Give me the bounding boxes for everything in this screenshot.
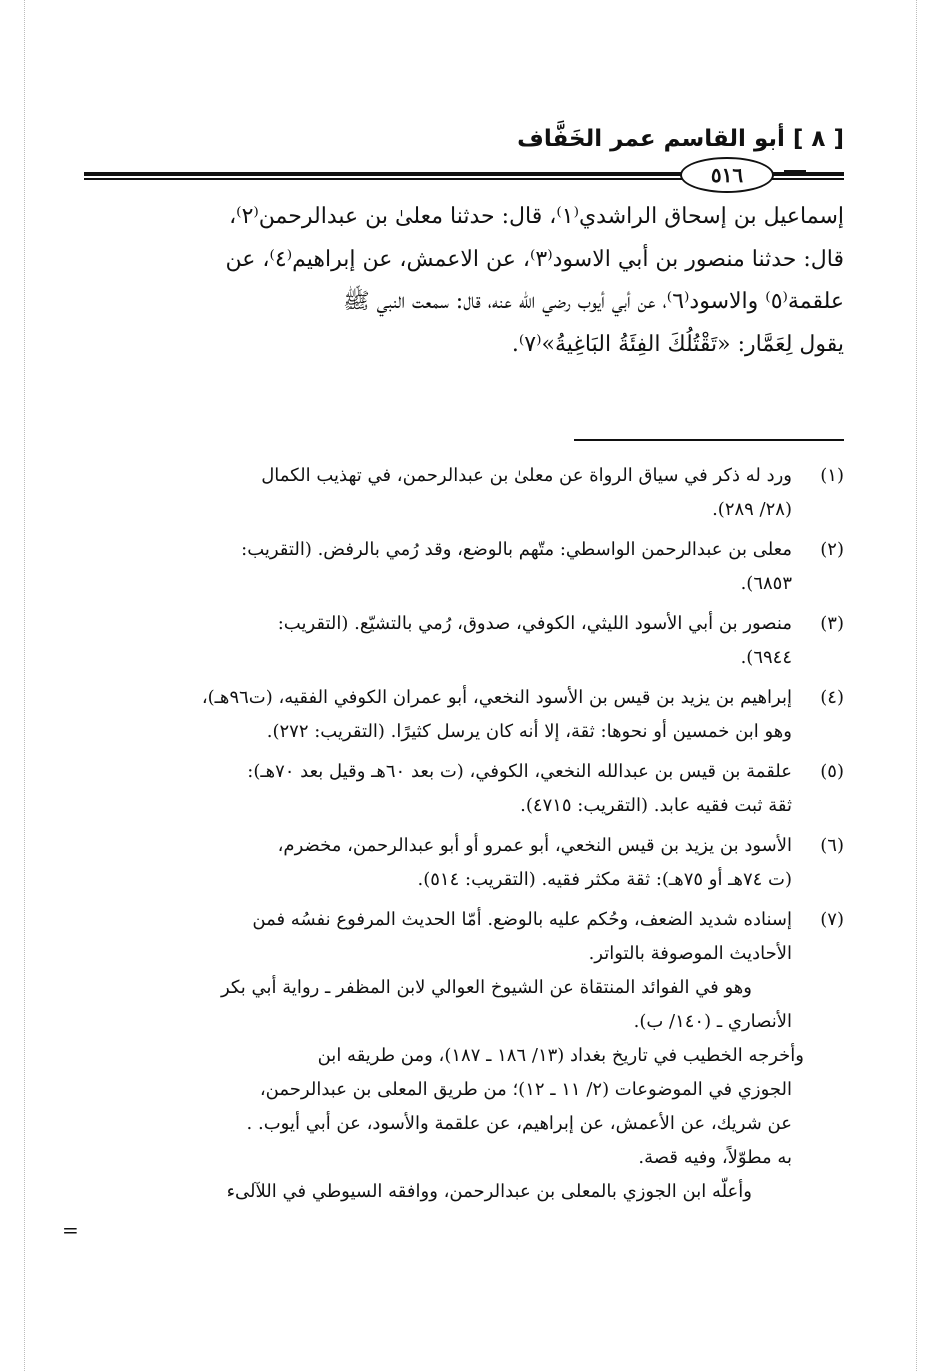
footnote-separator <box>574 439 844 441</box>
continuation-mark: = <box>62 1218 79 1242</box>
footnote-line: ورد له ذكر في سياق الرواة عن معلىٰ بن عبدالرحمن، في تهذيب الكمال <box>261 465 792 486</box>
running-header-title: [ ٨ ] أبو القاسم عمر الخَفَّاف <box>517 126 844 152</box>
footnote-6 <box>74 829 844 897</box>
footnote-paragraph-line: الأنصاري ـ (١٤٠/ ب). <box>633 1011 792 1032</box>
footnote-paragraph-line: عن شريك، عن الأعمش، عن إبراهيم، عن علقمة والأسود، عن أبي أيوب. . <box>246 1113 792 1134</box>
footnote-line: الأسود بن يزيد بن قيس النخعي، أبو عمرو أو أبو عبدالرحمن، مخضرم، <box>277 835 792 856</box>
footnote-number: (٤) <box>820 687 844 708</box>
footnote-paragraph-line: وأخرجه الخطيب في تاريخ بغداد (١٣/ ١٨٦ ـ ١٨٧)، ومن طريقه ابن <box>317 1045 804 1066</box>
footnote-paragraph-line: الجوزي في الموضوعات (٢/ ١١ ـ ١٢)؛ من طريق المعلى بن عبدالرحمن، <box>259 1079 792 1100</box>
footnote-number: (١) <box>820 465 844 486</box>
footnote-line: وهو ابن خمسين أو نحوها: ثقة، إلا أنه كان يرسل كثيرًا. (التقريب: ٢٧٢). <box>266 721 792 742</box>
header-ornament-dash <box>784 170 806 175</box>
main-text-line: قال: حدثنا منصور بن أبي الاسود⁽٣⁾، عن الاعمش، عن إبراهيم⁽٤⁾، عن <box>225 246 844 272</box>
main-text-line: إسماعيل بن إسحاق الراشدي⁽١⁾، قال: حدثنا معلىٰ بن عبدالرحمن⁽٢⁾، <box>229 204 844 229</box>
footnote-4 <box>74 681 844 749</box>
page-number <box>680 157 774 193</box>
footnote-line: ٦٩٤٤). <box>740 647 792 668</box>
main-text-line: يقول لِعَمَّار: «تَقْتُلُكَ الفِئَةُ البَاغِيةُ»⁽٧⁾. <box>511 331 844 357</box>
footnote-line: إسناده شديد الضعف، وحُكم عليه بالوضع. أمّا الحديث المرفوع نفسُه فمن <box>252 909 792 930</box>
footnote-5 <box>74 755 844 823</box>
footnote-line: معلى بن عبدالرحمن الواسطي: متّهم بالوضع، وقد رُمي بالرفض. (التقريب: <box>241 539 792 560</box>
main-text <box>80 196 844 366</box>
footnote-line: (٢٨/ ٢٨٩). <box>712 499 792 520</box>
footnote-paragraph-line: به مطوّلاً، وفيه قصة. <box>638 1147 792 1168</box>
footnotes <box>74 459 844 1215</box>
page-number-text: ٥١٦ <box>710 163 744 187</box>
footnote-number: (٣) <box>820 613 844 634</box>
main-text-line: علقمة⁽٥⁾ والاسود⁽٦⁾، عن أبي أيوب رضي الله عنه، قال: سمعت النبي ﷺ <box>343 289 844 314</box>
footnote-line: علقمة بن قيس بن عبدالله النخعي، الكوفي، (ت بعد ٦٠هـ وقيل بعد ٧٠هـ): <box>247 761 792 782</box>
footnote-7 <box>74 903 844 1209</box>
footnote-line: ثقة ثبت فقيه عابد. (التقريب: ٤٧١٥). <box>520 795 792 816</box>
footnote-line: منصور بن أبي الأسود الليثي، الكوفي، صدوق، رُمي بالتشيّع. (التقريب: <box>277 613 792 634</box>
footnote-line: إبراهيم بن يزيد بن قيس بن الأسود النخعي، أبو عمران الكوفي الفقيه، (ت٩٦هـ)، <box>201 687 792 708</box>
footnote-number: (٧) <box>820 909 844 930</box>
footnote-paragraph-line: وأعلّه ابن الجوزي بالمعلى بن عبدالرحمن، ووافقه السيوطي في اللآلىء <box>226 1181 752 1202</box>
footnote-number: (٢) <box>820 539 844 560</box>
footnote-1 <box>74 459 844 527</box>
footnote-paragraph-line: وهو في الفوائد المنتقاة عن الشيوخ العوالي لابن المظفر ـ رواية أبي بكر <box>220 977 752 998</box>
footnote-number: (٦) <box>820 835 844 856</box>
footnote-2 <box>74 533 844 601</box>
scan-margin-right <box>916 0 917 1371</box>
scan-margin-left <box>24 0 25 1371</box>
footnote-line: الأحاديث الموصوفة بالتواتر. <box>588 943 792 964</box>
footnote-line: ٦٨٥٣). <box>740 573 792 594</box>
footnote-number: (٥) <box>820 761 844 782</box>
footnote-3 <box>74 607 844 675</box>
footnote-line: (ت ٧٤هـ أو ٧٥هـ): ثقة مكثر فقيه. (التقريب: ٥١٤). <box>417 869 792 890</box>
